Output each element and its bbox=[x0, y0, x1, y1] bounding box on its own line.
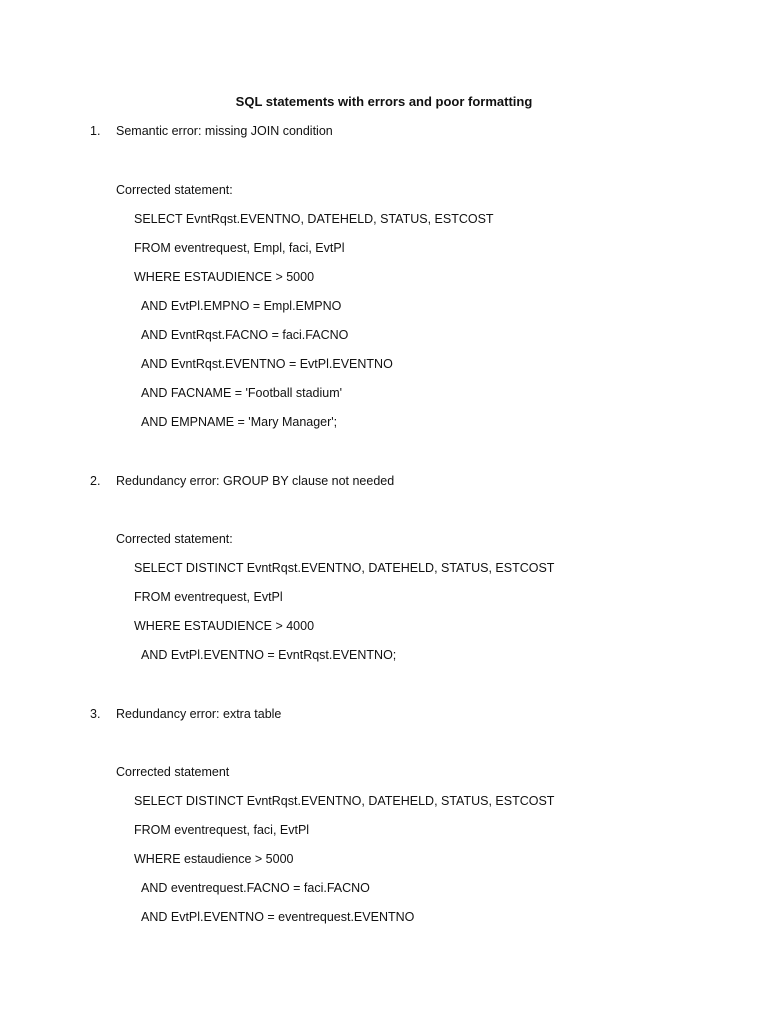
sql-line: FROM eventrequest, EvtPl bbox=[134, 590, 283, 604]
sql-line: WHERE estaudience > 5000 bbox=[134, 852, 294, 866]
sql-line: AND eventrequest.FACNO = faci.FACNO bbox=[141, 881, 370, 895]
sql-line: FROM eventrequest, faci, EvtPl bbox=[134, 823, 310, 837]
sql-line: AND FACNAME = 'Football stadium' bbox=[141, 386, 343, 400]
corrected-label: Corrected statement: bbox=[116, 532, 233, 546]
section-heading: Redundancy error: GROUP BY clause not needed bbox=[116, 474, 395, 488]
sql-line: AND EvntRqst.FACNO = faci.FACNO bbox=[141, 328, 349, 342]
section-number: 1. bbox=[90, 124, 101, 138]
sql-line: WHERE ESTAUDIENCE > 5000 bbox=[134, 270, 315, 284]
page-title: SQL statements with errors and poor formatting bbox=[235, 94, 533, 109]
sql-line: FROM eventrequest, Empl, faci, EvtPl bbox=[134, 241, 345, 255]
section-heading: Redundancy error: extra table bbox=[116, 707, 282, 721]
sql-line: AND EvtPl.EVENTNO = eventrequest.EVENTNO bbox=[141, 910, 415, 924]
sql-line: SELECT DISTINCT EvntRqst.EVENTNO, DATEHELD, STATUS, ESTCOST bbox=[134, 561, 555, 575]
corrected-label: Corrected statement bbox=[116, 765, 230, 779]
sql-line: WHERE ESTAUDIENCE > 4000 bbox=[134, 619, 315, 633]
section-heading: Semantic error: missing JOIN condition bbox=[116, 124, 333, 138]
sql-line: AND EvtPl.EMPNO = Empl.EMPNO bbox=[141, 299, 342, 313]
sql-line: SELECT DISTINCT EvntRqst.EVENTNO, DATEHELD, STATUS, ESTCOST bbox=[134, 794, 555, 808]
sql-line: SELECT EvntRqst.EVENTNO, DATEHELD, STATUS, ESTCOST bbox=[134, 212, 494, 226]
corrected-label: Corrected statement: bbox=[116, 183, 233, 197]
sql-line: AND EvntRqst.EVENTNO = EvtPl.EVENTNO bbox=[141, 357, 393, 371]
section-number: 3. bbox=[90, 707, 101, 721]
sql-line: AND EMPNAME = 'Mary Manager'; bbox=[141, 415, 338, 429]
section-number: 2. bbox=[90, 474, 101, 488]
sql-line: AND EvtPl.EVENTNO = EvntRqst.EVENTNO; bbox=[141, 648, 397, 662]
